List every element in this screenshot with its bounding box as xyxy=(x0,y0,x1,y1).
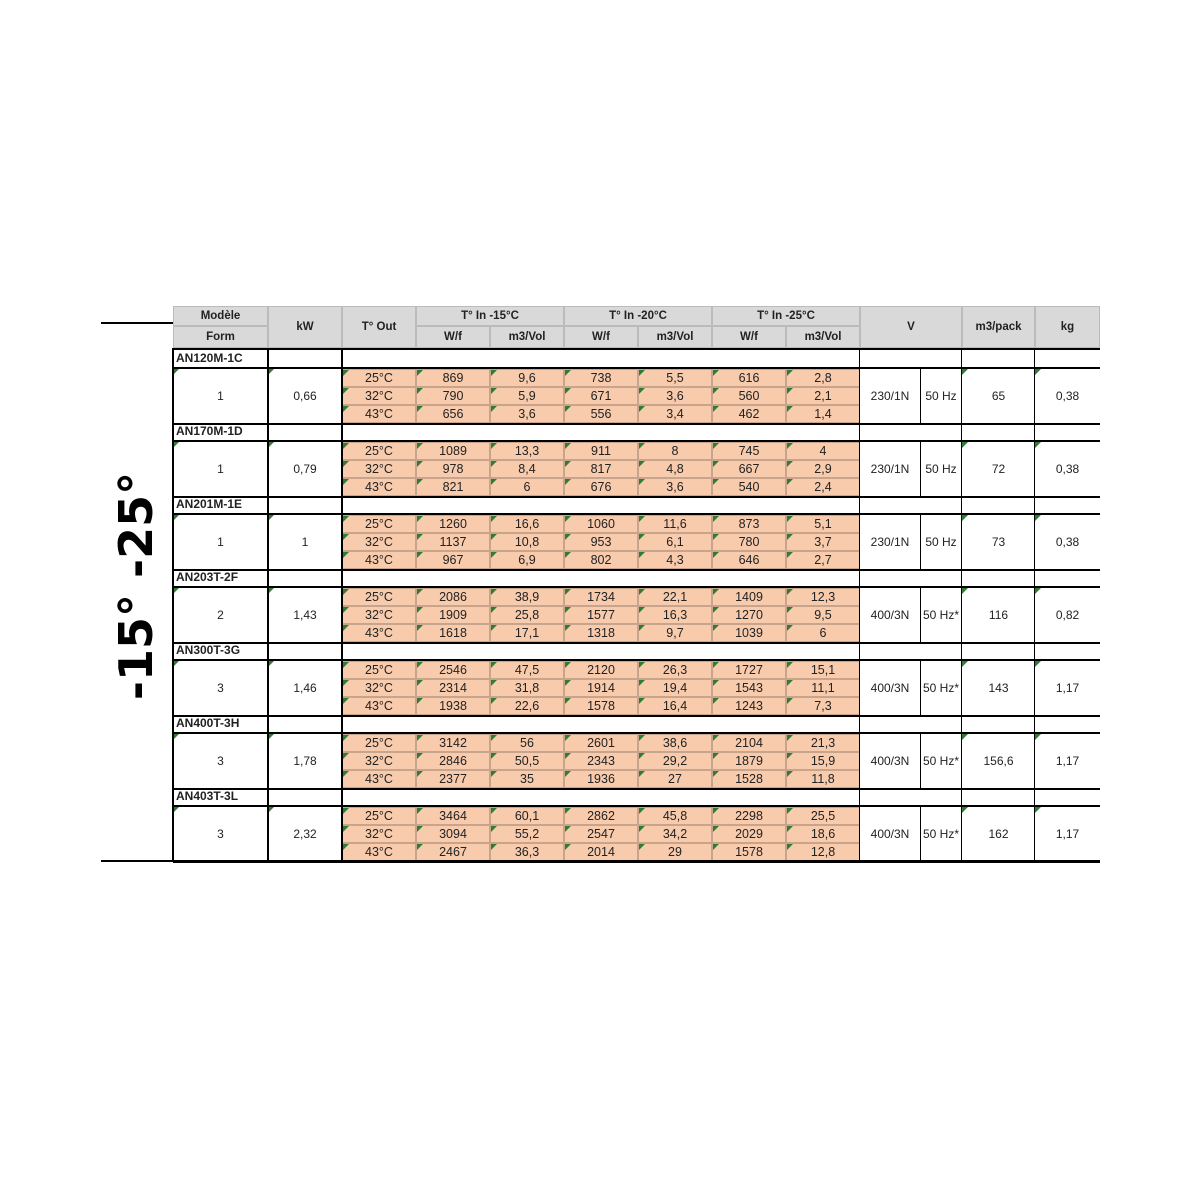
column-rule xyxy=(859,348,860,860)
frequency-value: 50 Hz* xyxy=(922,827,960,841)
m3vol-15-value: 35 xyxy=(490,770,564,788)
m3pack-value: 73 xyxy=(962,515,1035,569)
wf-15-value: 1260 xyxy=(416,515,490,533)
t-out-value: 32°C xyxy=(342,752,416,770)
m3vol-20-value: 4,8 xyxy=(638,460,712,478)
wf-20-value: 1578 xyxy=(564,697,638,715)
t-out-value: 25°C xyxy=(342,442,416,460)
m3vol-15-value: 13,3 xyxy=(490,442,564,460)
wf-20-value: 676 xyxy=(564,478,638,496)
header-t-out: T° Out xyxy=(342,306,416,348)
header-v: V xyxy=(860,306,962,348)
m3vol-25-value: 3,7 xyxy=(786,533,860,551)
wf-25-value: 1578 xyxy=(712,843,786,861)
kw-value: 1,46 xyxy=(268,661,342,715)
model-name: AN201M-1E xyxy=(176,497,243,511)
m3vol-25-value: 2,9 xyxy=(786,460,860,478)
model-name: AN120M-1C xyxy=(176,351,243,365)
wf-20-value: 2547 xyxy=(564,825,638,843)
m3vol-25-value: 6 xyxy=(786,624,860,642)
form-value: 3 xyxy=(173,807,268,861)
m3vol-20-value: 27 xyxy=(638,770,712,788)
wf-20-value: 556 xyxy=(564,405,638,423)
m3vol-15-value: 55,2 xyxy=(490,825,564,843)
t-out-value: 25°C xyxy=(342,515,416,533)
kw-value: 0,66 xyxy=(268,369,342,423)
column-rule xyxy=(920,515,921,569)
m3vol-15-value: 22,6 xyxy=(490,697,564,715)
wf-25-value: 1243 xyxy=(712,697,786,715)
m3vol-25-value: 11,8 xyxy=(786,770,860,788)
wf-15-value: 2314 xyxy=(416,679,490,697)
t-out-value: 25°C xyxy=(342,588,416,606)
wf-20-value: 1577 xyxy=(564,606,638,624)
m3vol-25-value: 21,3 xyxy=(786,734,860,752)
header-kg: kg xyxy=(1035,306,1100,348)
m3vol-15-value: 3,6 xyxy=(490,405,564,423)
left-header-rule xyxy=(101,322,173,324)
wf-15-value: 790 xyxy=(416,387,490,405)
wf-25-value: 2029 xyxy=(712,825,786,843)
wf-15-value: 1938 xyxy=(416,697,490,715)
header-kw: kW xyxy=(268,306,342,348)
m3vol-25-value: 1,4 xyxy=(786,405,860,423)
voltage-value: 400/3N xyxy=(870,827,910,841)
wf-20-value: 1060 xyxy=(564,515,638,533)
m3vol-15-value: 17,1 xyxy=(490,624,564,642)
column-rule xyxy=(341,348,343,860)
wf-15-value: 2846 xyxy=(416,752,490,770)
voltage-value: 400/3N xyxy=(870,681,910,695)
kg-value: 0,38 xyxy=(1035,442,1100,496)
m3vol-15-value: 31,8 xyxy=(490,679,564,697)
m3vol-20-value: 5,5 xyxy=(638,369,712,387)
m3vol-20-value: 16,3 xyxy=(638,606,712,624)
frequency-value: 50 Hz xyxy=(925,462,957,476)
column-rule xyxy=(172,348,174,860)
m3pack-value: 156,6 xyxy=(962,734,1035,788)
kw-value: 1,78 xyxy=(268,734,342,788)
form-value: 2 xyxy=(173,588,268,642)
m3vol-15-value: 38,9 xyxy=(490,588,564,606)
wf-25-value: 616 xyxy=(712,369,786,387)
wf-25-value: 745 xyxy=(712,442,786,460)
wf-20-value: 817 xyxy=(564,460,638,478)
t-out-value: 32°C xyxy=(342,679,416,697)
m3vol-25-value: 18,6 xyxy=(786,825,860,843)
wf-20-value: 2014 xyxy=(564,843,638,861)
m3vol-25-value: 25,5 xyxy=(786,807,860,825)
wf-15-value: 1618 xyxy=(416,624,490,642)
wf-15-value: 3094 xyxy=(416,825,490,843)
frequency-value: 50 Hz* xyxy=(922,681,960,695)
header-m3vol-15: m3/Vol xyxy=(490,326,564,348)
header-modele: Modèle xyxy=(173,306,268,326)
wf-25-value: 1409 xyxy=(712,588,786,606)
m3vol-15-value: 25,8 xyxy=(490,606,564,624)
model-name: AN170M-1D xyxy=(176,424,243,438)
m3vol-20-value: 3,6 xyxy=(638,387,712,405)
wf-25-value: 1727 xyxy=(712,661,786,679)
wf-15-value: 2377 xyxy=(416,770,490,788)
header-form: Form xyxy=(173,326,268,348)
m3vol-25-value: 15,9 xyxy=(786,752,860,770)
column-rule xyxy=(920,661,921,715)
wf-15-value: 821 xyxy=(416,478,490,496)
header-t-in-20: T° In -20°C xyxy=(564,306,712,326)
kw-value: 2,32 xyxy=(268,807,342,861)
m3vol-25-value: 7,3 xyxy=(786,697,860,715)
m3vol-20-value: 26,3 xyxy=(638,661,712,679)
kw-value: 1 xyxy=(268,515,342,569)
t-out-value: 43°C xyxy=(342,624,416,642)
wf-20-value: 2120 xyxy=(564,661,638,679)
m3vol-25-value: 2,8 xyxy=(786,369,860,387)
m3vol-15-value: 5,9 xyxy=(490,387,564,405)
column-rule xyxy=(920,588,921,642)
header-t-in-25: T° In -25°C xyxy=(712,306,860,326)
t-out-value: 43°C xyxy=(342,770,416,788)
header-wf-25: W/f xyxy=(712,326,786,348)
wf-15-value: 1137 xyxy=(416,533,490,551)
wf-15-value: 1089 xyxy=(416,442,490,460)
wf-20-value: 2343 xyxy=(564,752,638,770)
m3vol-25-value: 9,5 xyxy=(786,606,860,624)
model-name: AN403T-3L xyxy=(176,789,239,803)
voltage-value: 400/3N xyxy=(870,754,910,768)
t-out-value: 25°C xyxy=(342,734,416,752)
wf-15-value: 2467 xyxy=(416,843,490,861)
wf-20-value: 738 xyxy=(564,369,638,387)
form-value: 1 xyxy=(173,369,268,423)
m3pack-value: 143 xyxy=(962,661,1035,715)
wf-20-value: 1936 xyxy=(564,770,638,788)
wf-15-value: 2546 xyxy=(416,661,490,679)
m3vol-25-value: 2,1 xyxy=(786,387,860,405)
frequency-value: 50 Hz* xyxy=(922,608,960,622)
m3vol-20-value: 11,6 xyxy=(638,515,712,533)
wf-25-value: 2104 xyxy=(712,734,786,752)
wf-20-value: 671 xyxy=(564,387,638,405)
t-out-value: 32°C xyxy=(342,533,416,551)
kg-value: 1,17 xyxy=(1035,807,1100,861)
wf-20-value: 2601 xyxy=(564,734,638,752)
wf-20-value: 1734 xyxy=(564,588,638,606)
header-m3vol-25: m3/Vol xyxy=(786,326,860,348)
m3vol-20-value: 6,1 xyxy=(638,533,712,551)
m3vol-20-value: 19,4 xyxy=(638,679,712,697)
frequency-value: 50 Hz* xyxy=(922,754,960,768)
m3pack-value: 72 xyxy=(962,442,1035,496)
m3vol-20-value: 34,2 xyxy=(638,825,712,843)
m3vol-15-value: 47,5 xyxy=(490,661,564,679)
voltage-value: 400/3N xyxy=(870,608,910,622)
m3vol-20-value: 9,7 xyxy=(638,624,712,642)
wf-20-value: 1318 xyxy=(564,624,638,642)
m3vol-20-value: 29,2 xyxy=(638,752,712,770)
m3vol-20-value: 16,4 xyxy=(638,697,712,715)
t-out-value: 43°C xyxy=(342,478,416,496)
m3vol-15-value: 9,6 xyxy=(490,369,564,387)
wf-20-value: 1914 xyxy=(564,679,638,697)
t-out-value: 25°C xyxy=(342,807,416,825)
t-out-value: 43°C xyxy=(342,551,416,569)
column-rule xyxy=(920,734,921,788)
m3vol-25-value: 12,8 xyxy=(786,843,860,861)
wf-25-value: 873 xyxy=(712,515,786,533)
m3vol-25-value: 5,1 xyxy=(786,515,860,533)
temperature-range-label: -15° -25° xyxy=(109,471,163,701)
wf-25-value: 1528 xyxy=(712,770,786,788)
model-name: AN203T-2F xyxy=(176,570,239,584)
m3vol-20-value: 38,6 xyxy=(638,734,712,752)
wf-25-value: 540 xyxy=(712,478,786,496)
m3vol-15-value: 36,3 xyxy=(490,843,564,861)
wf-15-value: 1909 xyxy=(416,606,490,624)
voltage-value: 230/1N xyxy=(870,389,910,403)
wf-25-value: 1270 xyxy=(712,606,786,624)
t-out-value: 43°C xyxy=(342,697,416,715)
t-out-value: 43°C xyxy=(342,405,416,423)
voltage-value: 230/1N xyxy=(870,535,910,549)
m3vol-15-value: 6,9 xyxy=(490,551,564,569)
t-out-value: 43°C xyxy=(342,843,416,861)
header-m3vol-20: m3/Vol xyxy=(638,326,712,348)
m3vol-20-value: 29 xyxy=(638,843,712,861)
wf-25-value: 1039 xyxy=(712,624,786,642)
frequency-value: 50 Hz xyxy=(925,389,957,403)
m3vol-25-value: 2,4 xyxy=(786,478,860,496)
t-out-value: 32°C xyxy=(342,606,416,624)
wf-25-value: 2298 xyxy=(712,807,786,825)
header-t-in-15: T° In -15°C xyxy=(416,306,564,326)
m3vol-20-value: 8 xyxy=(638,442,712,460)
m3pack-value: 162 xyxy=(962,807,1035,861)
t-out-value: 32°C xyxy=(342,825,416,843)
wf-20-value: 911 xyxy=(564,442,638,460)
m3vol-25-value: 11,1 xyxy=(786,679,860,697)
voltage-value: 230/1N xyxy=(870,462,910,476)
t-out-value: 32°C xyxy=(342,460,416,478)
wf-25-value: 462 xyxy=(712,405,786,423)
kg-value: 1,17 xyxy=(1035,734,1100,788)
m3pack-value: 65 xyxy=(962,369,1035,423)
column-rule xyxy=(961,348,962,860)
wf-20-value: 953 xyxy=(564,533,638,551)
header-wf-15: W/f xyxy=(416,326,490,348)
wf-15-value: 2086 xyxy=(416,588,490,606)
wf-25-value: 646 xyxy=(712,551,786,569)
form-value: 1 xyxy=(173,515,268,569)
m3vol-20-value: 3,6 xyxy=(638,478,712,496)
wf-25-value: 560 xyxy=(712,387,786,405)
column-rule xyxy=(267,348,269,860)
wf-15-value: 656 xyxy=(416,405,490,423)
m3vol-20-value: 3,4 xyxy=(638,405,712,423)
form-value: 1 xyxy=(173,442,268,496)
form-value: 3 xyxy=(173,734,268,788)
wf-15-value: 978 xyxy=(416,460,490,478)
wf-20-value: 2862 xyxy=(564,807,638,825)
m3pack-value: 116 xyxy=(962,588,1035,642)
column-rule xyxy=(920,369,921,423)
wf-20-value: 802 xyxy=(564,551,638,569)
kg-value: 0,38 xyxy=(1035,369,1100,423)
kw-value: 1,43 xyxy=(268,588,342,642)
kw-value: 0,79 xyxy=(268,442,342,496)
wf-15-value: 3464 xyxy=(416,807,490,825)
m3vol-15-value: 8,4 xyxy=(490,460,564,478)
column-rule xyxy=(920,807,921,861)
t-out-value: 32°C xyxy=(342,387,416,405)
m3vol-25-value: 15,1 xyxy=(786,661,860,679)
m3vol-20-value: 4,3 xyxy=(638,551,712,569)
column-rule xyxy=(920,442,921,496)
m3vol-25-value: 12,3 xyxy=(786,588,860,606)
kg-value: 0,38 xyxy=(1035,515,1100,569)
wf-25-value: 780 xyxy=(712,533,786,551)
m3vol-20-value: 45,8 xyxy=(638,807,712,825)
m3vol-15-value: 50,5 xyxy=(490,752,564,770)
column-rule xyxy=(1034,348,1035,860)
wf-25-value: 1879 xyxy=(712,752,786,770)
m3vol-15-value: 6 xyxy=(490,478,564,496)
header-m3pack: m3/pack xyxy=(962,306,1035,348)
m3vol-15-value: 16,6 xyxy=(490,515,564,533)
t-out-value: 25°C xyxy=(342,369,416,387)
kg-value: 1,17 xyxy=(1035,661,1100,715)
wf-25-value: 667 xyxy=(712,460,786,478)
table-bottom-rule xyxy=(101,860,1100,862)
wf-25-value: 1543 xyxy=(712,679,786,697)
m3vol-15-value: 10,8 xyxy=(490,533,564,551)
t-out-value: 25°C xyxy=(342,661,416,679)
wf-15-value: 967 xyxy=(416,551,490,569)
wf-15-value: 869 xyxy=(416,369,490,387)
model-name: AN300T-3G xyxy=(176,643,241,657)
wf-15-value: 3142 xyxy=(416,734,490,752)
m3vol-20-value: 22,1 xyxy=(638,588,712,606)
kg-value: 0,82 xyxy=(1035,588,1100,642)
header-wf-20: W/f xyxy=(564,326,638,348)
model-name: AN400T-3H xyxy=(176,716,240,730)
m3vol-25-value: 4 xyxy=(786,442,860,460)
m3vol-15-value: 60,1 xyxy=(490,807,564,825)
m3vol-25-value: 2,7 xyxy=(786,551,860,569)
m3vol-15-value: 56 xyxy=(490,734,564,752)
form-value: 3 xyxy=(173,661,268,715)
frequency-value: 50 Hz xyxy=(925,535,957,549)
